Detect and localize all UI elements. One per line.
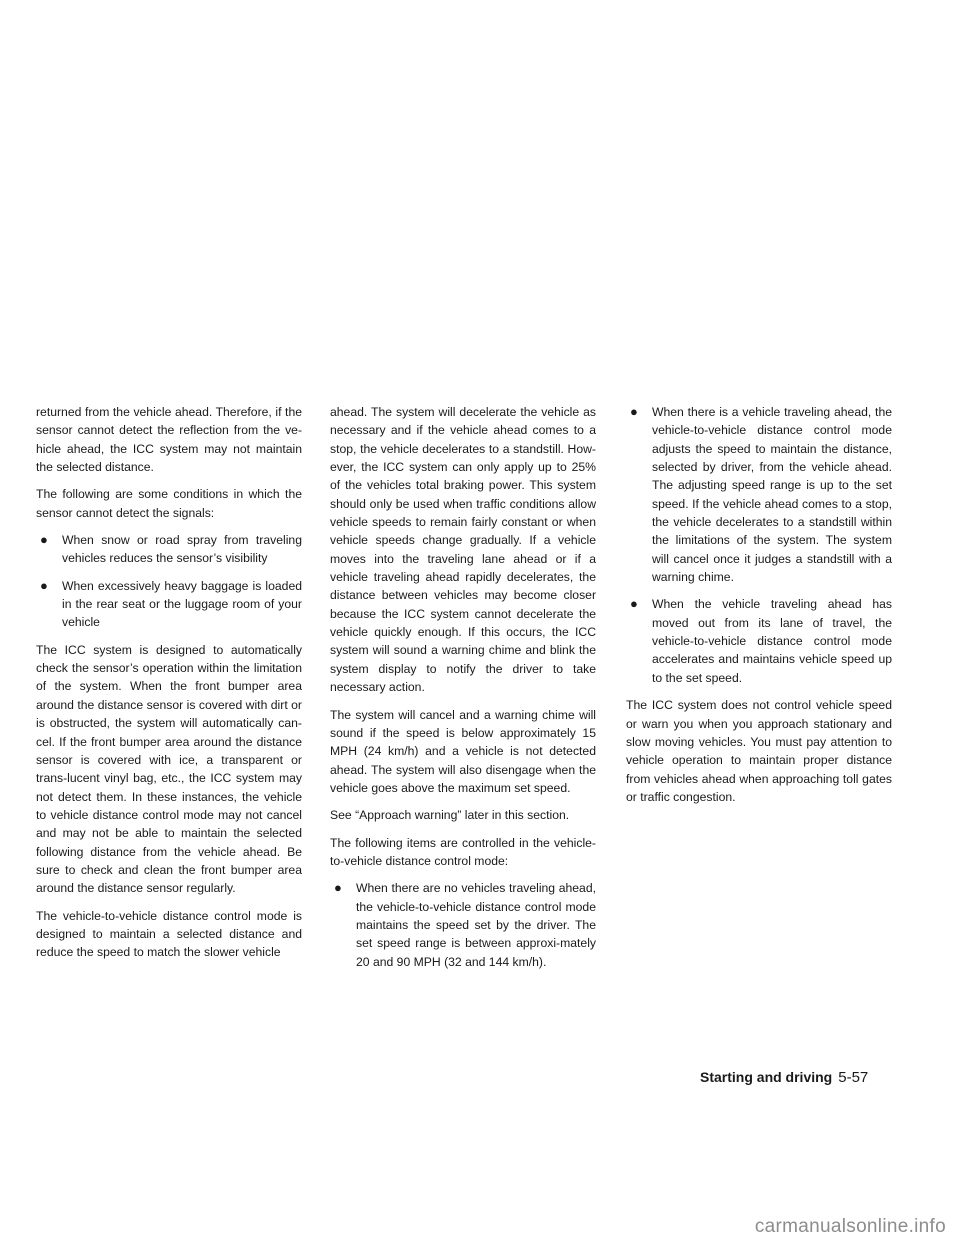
list-item	[36, 531, 302, 568]
list-item-text: When there is a vehicle traveling ahead, the vehicle-to-vehicle distance control mode adjusts the speed to maintain the distance, selected by driver, from the vehicle ahead. The adjusting speed range is up to the set speed. If the vehicle ahead comes to a stop, the vehicle decelerates to a standstill within the limitations of the system. The system will cancel once it judges a standstill with a warning chime.	[652, 405, 892, 585]
list-item	[626, 403, 892, 586]
list-item	[626, 595, 892, 687]
paragraph: The following are some conditions in which the sensor cannot detect the signals:	[36, 487, 302, 520]
bullet-list	[36, 531, 302, 632]
list-item-text: When the vehicle traveling ahead has moved out from its lane of travel, the vehicle-to-vehicle distance control mode accelerates and maintains vehicle speed up to the set speed.	[652, 597, 892, 685]
paragraph: The ICC system is designed to automatically check the sensor’s operation within the limitation of the system. When the front bumper area around the distance sensor is covered with dirt or is obstructed, the system will automatically can-cel. If the front bumper area around the distance sensor is covered with ice, a transparent or trans-lucent vinyl bag, etc., the ICC system may not detect them. In these instances, the vehicle to vehicle distance control mode may not cancel and may not be able to maintain the selected following distance from the vehicle ahead. Be sure to check and clean the front bumper area around the distance sensor regularly.	[36, 642, 302, 896]
page-footer	[700, 1069, 896, 1091]
list-item-text: When there are no vehicles traveling ahead, the vehicle-to-vehicle distance control mode maintains the speed set by the driver. The set speed range is between approxi-mately 20 and 90 MPH (32 and 144 km/h).	[356, 881, 596, 969]
paragraph: The ICC system does not control vehicle speed or warn you when you approach stationary and slow moving vehicles. You must pay attention to vehicle operation to maintain proper distance from vehicles ahead when approaching toll gates or traffic congestion.	[626, 698, 892, 804]
text-column-1	[36, 403, 302, 971]
list-item-text: When excessively heavy baggage is loaded in the rear seat or the luggage room of your vehicle	[62, 578, 302, 630]
page-number: 5-57	[838, 1069, 869, 1086]
bullet-icon: ●	[40, 532, 48, 548]
paragraph: The vehicle-to-vehicle distance control mode is designed to maintain a selected distance and reduce the speed to match the slower vehicle	[36, 908, 302, 960]
bullet-icon: ●	[334, 880, 342, 896]
text-column-3	[626, 403, 892, 815]
paragraph: ahead. The system will decelerate the vehicle as necessary and if the vehicle ahead comes to a stop, the vehicle decelerates to a standstill. How-ever, the ICC system can only apply up to 25% of the vehicles total braking power. This system should only be used when traffic conditions allow vehicle speeds to remain fairly constant or when vehicle speeds change gradually. If a vehicle moves into the traveling lane ahead or if a vehicle traveling ahead rapidly decelerates, the distance between vehicles may become closer because the ICC system cannot decelerate the vehicle quickly enough. If this occurs, the ICC system will sound a warning chime and blink the system display to notify the driver to take necessary action.	[330, 405, 596, 695]
paragraph: The following items are controlled in the vehicle-to-vehicle distance control mode:	[330, 835, 596, 868]
bullet-list	[330, 879, 596, 971]
section-title: Starting and driving	[700, 1069, 833, 1085]
bullet-list	[626, 403, 892, 687]
bullet-icon: ●	[630, 596, 638, 612]
paragraph: See “Approach warning” later in this section.	[330, 808, 570, 823]
list-item-text: When snow or road spray from traveling vehicles reduces the sensor’s visibility	[62, 533, 302, 566]
bullet-icon: ●	[40, 577, 48, 593]
paragraph: returned from the vehicle ahead. Therefore, if the sensor cannot detect the reflection from the ve-hicle ahead, the ICC system may not maintain the selected distance.	[36, 405, 302, 475]
text-column-2	[330, 403, 596, 980]
watermark: carmanualsonline.info	[754, 1216, 946, 1237]
list-item	[36, 577, 302, 632]
bullet-icon: ●	[630, 404, 638, 419]
list-item	[330, 879, 596, 971]
paragraph: The system will cancel and a warning chime will sound if the speed is below approximately 15 MPH (24 km/h) and a vehicle is not detected ahead. The system will also disengage when the vehicle goes above the maximum set speed.	[330, 707, 596, 795]
